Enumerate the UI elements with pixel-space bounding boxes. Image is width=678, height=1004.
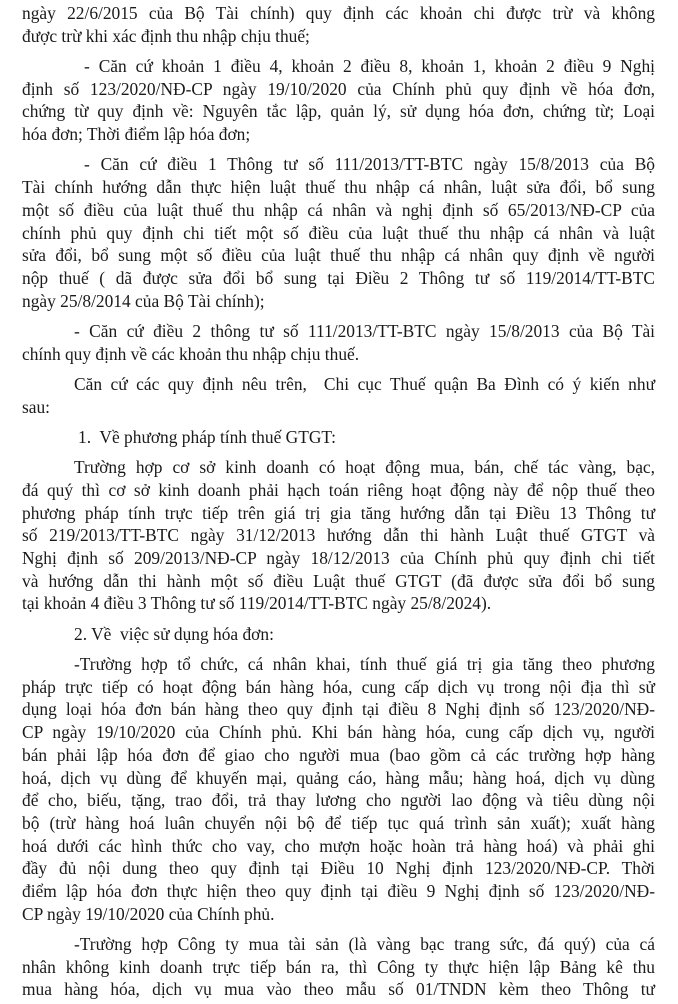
text-line: bán phải lập hóa đơn để giao cho người mua (bao gồm cả các trường hợp hàng bbox=[22, 744, 655, 765]
section-heading-invoice-use: 2. Về việc sử dụng hóa đơn: bbox=[74, 623, 274, 644]
text-line: nhân không kinh doanh trực tiếp bán ra, thì Công ty thực hiện lập Bảng kê thu bbox=[22, 956, 655, 977]
text-line: CP ngày 19/10/2020 của Chính phủ. Khi bán hàng hóa, cung cấp dịch vụ, người bbox=[22, 722, 655, 742]
text-line: điểm lập hóa đơn thực hiện theo quy định tại điều 9 Nghị định số 123/2020/NĐ- bbox=[22, 881, 655, 901]
text-line: hoá, dịch vụ dùng để khuyến mại, quảng cáo, hàng mẫu; hàng hoá, dịch vụ dùng bbox=[22, 767, 655, 788]
text-line: - Căn cứ khoản 1 điều 4, khoản 2 điều 8, khoản 1, khoản 2 điều 9 Nghị bbox=[84, 56, 655, 76]
text-line: bộ (trừ hàng hoá luân chuyển nội bộ để tiếp tục quá trình sản xuất); xuất hàng bbox=[22, 812, 655, 833]
text-line: được trừ khi xác định thu nhập chịu thuế; bbox=[22, 25, 310, 46]
text-line: để cho, biếu, tặng, trao đổi, trả thay lương cho người lao động và tiêu dùng nội bbox=[22, 790, 655, 811]
text-line: -Trường hợp tổ chức, cá nhân khai, tính thuế giá trị gia tăng theo phương bbox=[74, 653, 655, 674]
text-line: Trường hợp cơ sở kinh doanh có hoạt động mua, bán, chế tác vàng, bạc, bbox=[74, 457, 655, 478]
text-line: một số điều của luật thuế thu nhập cá nhân và nghị định số 65/2013/NĐ-CP của bbox=[22, 199, 655, 220]
text-line: đá quý thì cơ sở kinh doanh phải hạch toán riêng hoạt động này để nộp thuế theo bbox=[22, 479, 655, 500]
text-line: phương pháp tính trực tiếp trên giá trị gia tăng hướng dẫn tại Điều 13 Thông tư bbox=[22, 502, 655, 523]
text-line: dụng loại hóa đơn bán hàng theo quy định tại điều 8 Nghị định số 123/2020/NĐ- bbox=[22, 699, 655, 720]
text-line: - Căn cứ điều 2 thông tư số 111/2013/TT-BTC ngày 15/8/2013 của Bộ Tài bbox=[74, 320, 655, 341]
text-line: sau: bbox=[22, 396, 51, 417]
text-line: Nghị định số 209/2013/NĐ-CP ngày 18/12/2013 của Chính phủ quy định chi tiết bbox=[22, 548, 655, 568]
text-line: số 219/2013/TT-BTC ngày 31/12/2013 hướng dẫn thi hành Luật thuế GTGT và bbox=[22, 525, 655, 546]
text-line: đầy đủ nội dung theo quy định tại Điều 10 Nghị định 123/2020/NĐ-CP. Thời bbox=[22, 858, 655, 879]
section-heading-vat-method: 1. Về phương pháp tính thuế GTGT: bbox=[78, 426, 336, 447]
text-line: CP ngày 19/10/2020 của Chính phủ. bbox=[22, 903, 275, 924]
text-line: - Căn cứ điều 1 Thông tư số 111/2013/TT-BTC ngày 15/8/2013 của Bộ bbox=[84, 154, 655, 175]
text-line: nộp thuế ( dã được sửa đổi bổ sung tại Điều 2 Thông tư số 119/2014/TT-BTC bbox=[22, 267, 655, 288]
text-line: pháp trực tiếp có hoạt động bán hàng hóa, cung cấp dịch vụ trong nội địa thì sử bbox=[22, 676, 655, 697]
text-line: định số 123/2020/NĐ-CP ngày 19/10/2020 của Chính phủ quy định về hóa đơn, bbox=[22, 78, 655, 99]
text-line: chính quy định về các khoản thu nhập chịu thuế. bbox=[22, 343, 360, 364]
text-line: sửa đổi, bổ sung một số điều của luật thuế thu nhập cá nhân quy định về người bbox=[22, 245, 655, 266]
text-line: Căn cứ các quy định nêu trên, Chi cục Thuế quận Ba Đình có ý kiến như bbox=[74, 373, 655, 394]
text-line: mua hàng hóa, dịch vụ mua vào theo mẫu số 01/TNDN kèm theo Thông tư bbox=[22, 979, 655, 1000]
text-line: Tài chính hướng dẫn thực hiện luật thuế thu nhập cá nhân, luật sửa đổi, bổ sung bbox=[22, 177, 655, 198]
text-line: chứng từ quy định về: Nguyên tắc lập, quản lý, sử dụng hóa đơn, chứng từ; Loại bbox=[22, 101, 655, 122]
text-line: ngày 25/8/2014 của Bộ Tài chính); bbox=[22, 290, 265, 311]
text-line: hoá dưới các hình thức cho vay, cho mượn hoặc hoàn trả hàng hoá) và phải ghi bbox=[22, 835, 655, 856]
text-line: tại khoản 4 điều 3 Thông tư số 119/2014/TT-BTC ngày 25/8/2024). bbox=[22, 593, 492, 614]
text-line: chính phủ quy định chi tiết một số điều của luật thuế thu nhập cá nhân và luật bbox=[22, 222, 655, 243]
text-line: hóa đơn; Thời điểm lập hóa đơn; bbox=[22, 124, 251, 145]
text-line: -Trường hợp Công ty mua tài sản (là vàng bạc trang sức, đá quý) của cá bbox=[74, 934, 655, 954]
text-line: và hướng dẫn thi hành một số điều Luật thuế GTGT (đã được sửa đổi bổ sung bbox=[22, 570, 655, 591]
text-line: ngày 22/6/2015 của Bộ Tài chính) quy định các khoản chi được trừ và không bbox=[22, 3, 655, 23]
